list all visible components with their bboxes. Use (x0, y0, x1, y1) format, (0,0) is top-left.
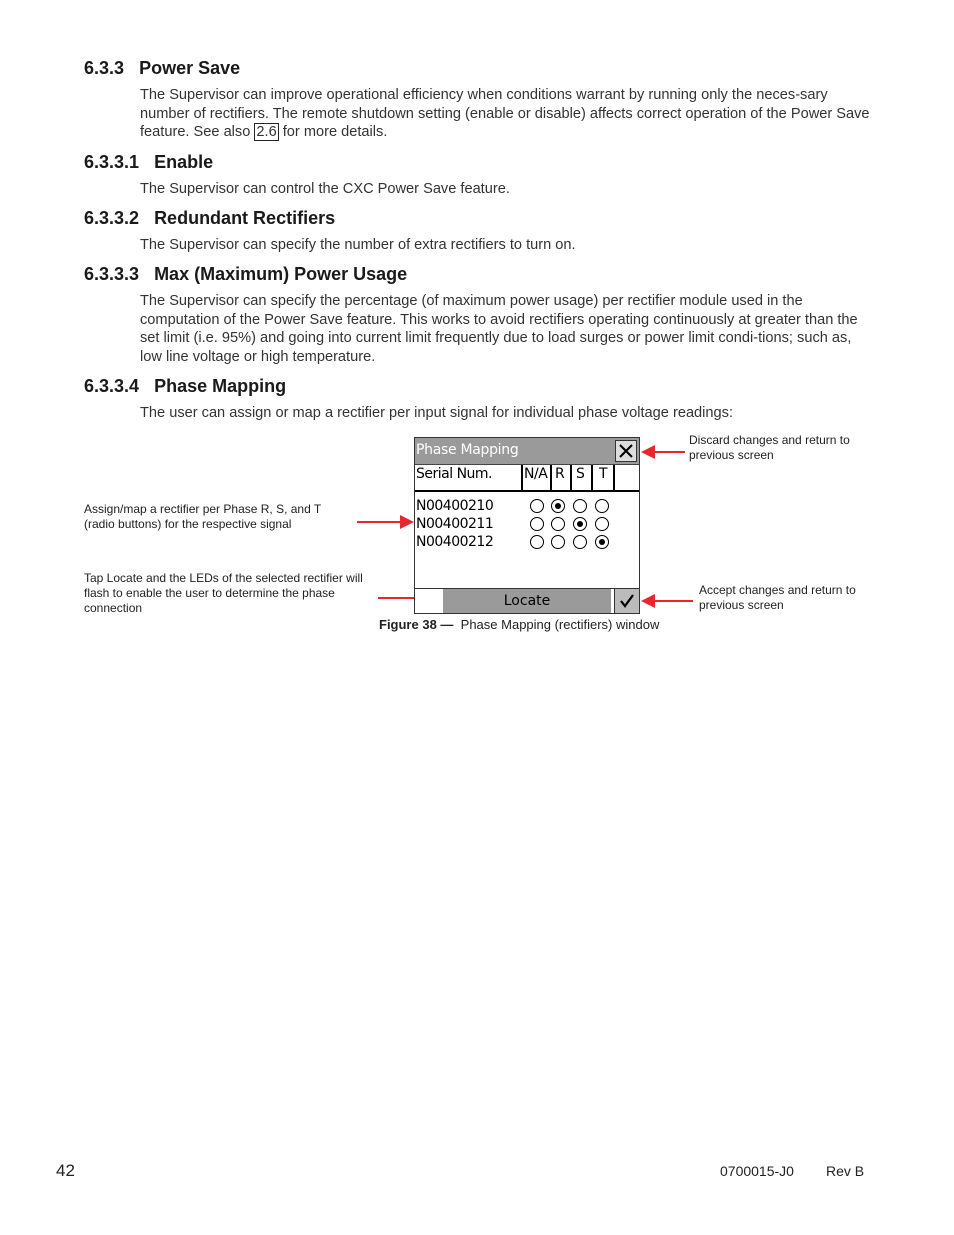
paragraph-redundant: The Supervisor can specify the number of extra rectifiers to turn on. (140, 237, 576, 253)
radio-na[interactable] (530, 535, 544, 549)
radio-na[interactable] (530, 517, 544, 531)
section-number: 6.3.3.2 (84, 208, 140, 228)
header-divider (613, 465, 615, 491)
column-header-na: N/A (524, 466, 548, 482)
window-bottom-bar (415, 588, 639, 613)
radio-na[interactable] (530, 499, 544, 513)
arrow-assign (357, 521, 412, 523)
figure-caption-text: Phase Mapping (rectifiers) window (460, 617, 660, 632)
section-number: 6.3.3.4 (84, 376, 140, 396)
header-divider (521, 465, 523, 491)
paragraph-text: for more details. (278, 124, 388, 141)
header-divider (591, 465, 593, 491)
section-heading-phase-mapping (84, 376, 286, 397)
phase-mapping-window (414, 437, 640, 614)
annotation-assign: Assign/map a rectifier per Phase R, S, and T (radio buttons) for the respective signal (84, 502, 322, 531)
radio-t[interactable] (595, 499, 609, 513)
header-underline (415, 490, 639, 492)
close-button[interactable] (615, 440, 637, 462)
paragraph-phase-mapping: The user can assign or map a rectifier per input signal for individual phase voltage readings: (140, 405, 733, 421)
radio-r[interactable] (551, 517, 565, 531)
annotation-locate: Tap Locate and the LEDs of the selected rectifier will flash to enable the user to determine the phase connection (84, 571, 363, 615)
arrow-discard (643, 451, 685, 453)
paragraph-enable: The Supervisor can control the CXC Power Save feature. (140, 181, 510, 197)
document-id: 0700015-J0 (720, 1163, 794, 1179)
section-title: Max (Maximum) Power Usage (154, 264, 408, 284)
column-header-serial: Serial Num. (416, 466, 492, 482)
paragraph-text: The Supervisor can improve operational efficiency when conditions warrant by running only the neces-sary number of rectifiers. The remote shutdown setting (enable or disable) affects correct operation of the Power Save feature. See also (140, 87, 870, 141)
section-heading-enable (84, 152, 213, 173)
window-titlebar (415, 438, 639, 465)
paragraph-max-power: The Supervisor can specify the percentage (of maximum power usage) per rectifier module used in the computation of the Power Save feature. This works to avoid rectifiers operating continuously at greater than the set limit (i.e. 95%) and going into current limit frequently due to load surges or power limit condi-tions; such as, low line voltage or high temperature. (140, 293, 858, 365)
column-header-r: R (555, 466, 565, 482)
radio-t[interactable] (595, 517, 609, 531)
column-header-s: S (576, 466, 585, 482)
radio-t[interactable] (595, 535, 609, 549)
radio-s[interactable] (573, 499, 587, 513)
radio-s[interactable] (573, 517, 587, 531)
accept-button[interactable] (614, 589, 639, 613)
column-header-t: T (599, 466, 608, 482)
figure-caption (379, 617, 659, 632)
cross-reference-link[interactable]: 2.6 (256, 124, 277, 141)
close-icon (618, 443, 634, 459)
rectifier-serial: N00400211 (416, 516, 494, 532)
annotation-discard: Discard changes and return to previous screen (689, 433, 850, 462)
annotation-accept: Accept changes and return to previous screen (699, 583, 856, 612)
rectifier-serial: N00400210 (416, 498, 494, 514)
header-divider (570, 465, 572, 491)
radio-r[interactable] (551, 499, 565, 513)
radio-r[interactable] (551, 535, 565, 549)
section-title: Phase Mapping (154, 376, 287, 396)
paragraph-power-save (140, 86, 875, 142)
section-heading-redundant (84, 208, 335, 229)
section-title: Power Save (139, 58, 241, 78)
header-divider (550, 465, 552, 491)
page-number: 42 (56, 1161, 75, 1180)
radio-s[interactable] (573, 535, 587, 549)
rectifier-serial: N00400212 (416, 534, 494, 550)
arrow-accept (643, 600, 693, 602)
checkmark-icon (619, 593, 635, 609)
section-number: 6.3.3.1 (84, 152, 140, 172)
window-title: Phase Mapping (416, 442, 519, 458)
figure-label: Figure 38 — (379, 617, 454, 632)
section-title: Enable (154, 152, 214, 172)
section-heading-max-power (84, 264, 407, 285)
section-number: 6.3.3 (84, 58, 125, 78)
section-heading-power-save (84, 58, 240, 79)
section-number: 6.3.3.3 (84, 264, 140, 284)
section-title: Redundant Rectifiers (154, 208, 336, 228)
revision: Rev B (826, 1163, 865, 1179)
locate-button[interactable]: Locate (443, 589, 611, 613)
